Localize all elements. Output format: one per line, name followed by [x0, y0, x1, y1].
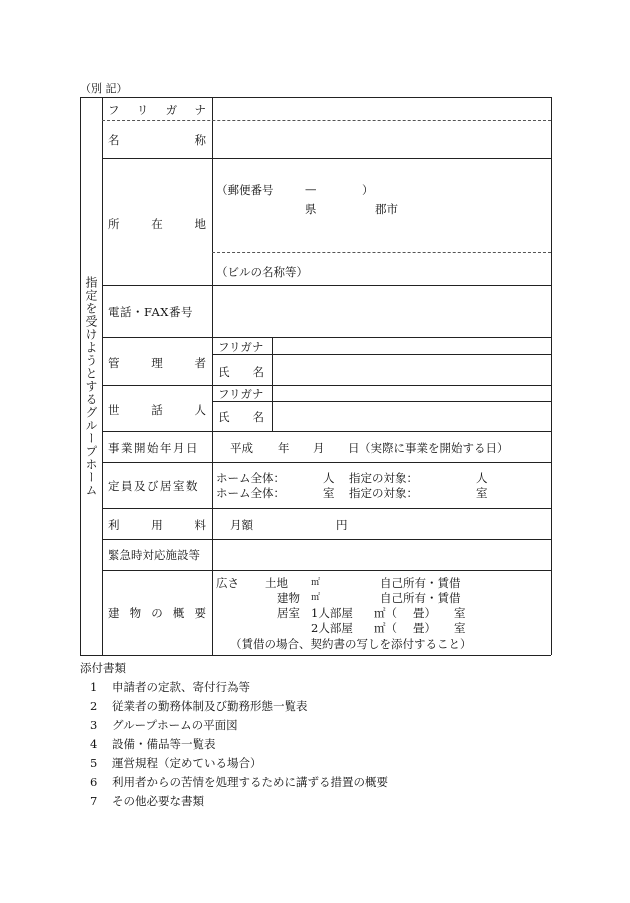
label-capacity: 定員及び居室数: [108, 479, 199, 493]
label-name: 名 称: [108, 133, 206, 147]
single-tatami: 畳）: [413, 606, 436, 620]
building-sqm-unit: ㎡: [311, 593, 321, 603]
attachment-item: 2 従業者の勤務体制及び勤務形態一覧表: [90, 699, 308, 713]
caretaker-shimei-label: 氏 名: [218, 410, 264, 424]
building-land-label: 土地: [265, 576, 288, 590]
caretaker-furigana-label: フリガナ: [218, 387, 264, 401]
building-name-note: （ビルの名称等）: [216, 265, 308, 279]
single-room-label: 1人部屋: [311, 606, 353, 620]
capacity-people-unit: 人: [323, 471, 335, 485]
attachment-item: 6 利用者からの苦情を処理するために講ずる措置の概要: [90, 775, 388, 789]
label-caretaker: 世 話 人: [108, 403, 206, 417]
postal-dash: —: [305, 182, 317, 196]
double-room-label: 2人部屋: [311, 621, 353, 635]
capacity-home-label-1: ホーム全体：: [216, 471, 285, 485]
start-era: 平成: [230, 441, 253, 455]
double-room-unit: 室: [454, 621, 466, 635]
label-phone-fax: 電話・FAX番号: [108, 305, 193, 319]
double-tatami: 畳）: [413, 621, 436, 635]
label-start-date: 事業開始年月日: [108, 441, 199, 455]
label-fee: 利 用 料: [108, 518, 206, 532]
start-year: 年: [278, 441, 290, 455]
manager-shimei-label: 氏 名: [218, 365, 264, 379]
postal-close: ）: [362, 183, 374, 197]
attachment-item: 1 申請者の定款、寄付行為等: [90, 680, 250, 694]
label-emergency: 緊急時対応施設等: [108, 548, 200, 562]
capacity-target-room-unit: 室: [476, 486, 488, 500]
label-manager: 管 理 者: [108, 356, 206, 370]
fee-monthly-label: 月額: [230, 518, 253, 532]
capacity-home-label-2: ホーム全体：: [216, 486, 285, 500]
attachments-title: 添付書類: [80, 661, 126, 675]
label-location: 所 在 地: [108, 217, 206, 231]
label-building: 建 物 の 概 要: [108, 606, 206, 620]
rooms-label: 居室: [277, 606, 300, 620]
county-city-label: 郡市: [375, 202, 398, 216]
building-building-label: 建物: [277, 591, 300, 605]
attachment-item: 3 グループホームの平面図: [90, 718, 238, 732]
start-month: 月: [313, 441, 325, 455]
land-sqm-unit: ㎡: [311, 578, 321, 588]
lease-note: （賃借の場合、契約書の写しを添付すること）: [230, 637, 472, 651]
attachment-item: 5 運営規程（定めている場合）: [90, 756, 262, 770]
attachment-item: 7 その他必要な書類: [90, 794, 204, 808]
single-room-unit: 室: [454, 606, 466, 620]
capacity-target-label-2: 指定の対象：: [349, 486, 418, 500]
postal-prefix: （郵便番号: [216, 183, 274, 197]
start-day: 日: [348, 441, 360, 455]
fee-yen-unit: 円: [336, 518, 348, 532]
building-area-label: 広さ: [216, 576, 239, 590]
start-note: （実際に事業を開始する日）: [359, 441, 509, 455]
prefecture-label: 県: [305, 202, 317, 216]
header-note: （別 記）: [80, 82, 128, 95]
label-furigana: フ リ ガ ナ: [108, 103, 206, 117]
capacity-target-people-unit: 人: [476, 471, 488, 485]
building-ownership: 自己所有・賃借: [380, 591, 461, 605]
capacity-target-label-1: 指定の対象：: [349, 471, 418, 485]
attachment-item: 4 設備・備品等一覧表: [90, 737, 216, 751]
land-ownership: 自己所有・賃借: [380, 576, 461, 590]
single-sqm-open: ㎡（: [374, 606, 397, 620]
double-sqm-open: ㎡（: [374, 621, 397, 635]
capacity-room-unit: 室: [323, 486, 335, 500]
manager-furigana-label: フリガナ: [218, 340, 264, 354]
side-label-group-home: 指定を受けようとするグループホーム: [84, 276, 98, 497]
